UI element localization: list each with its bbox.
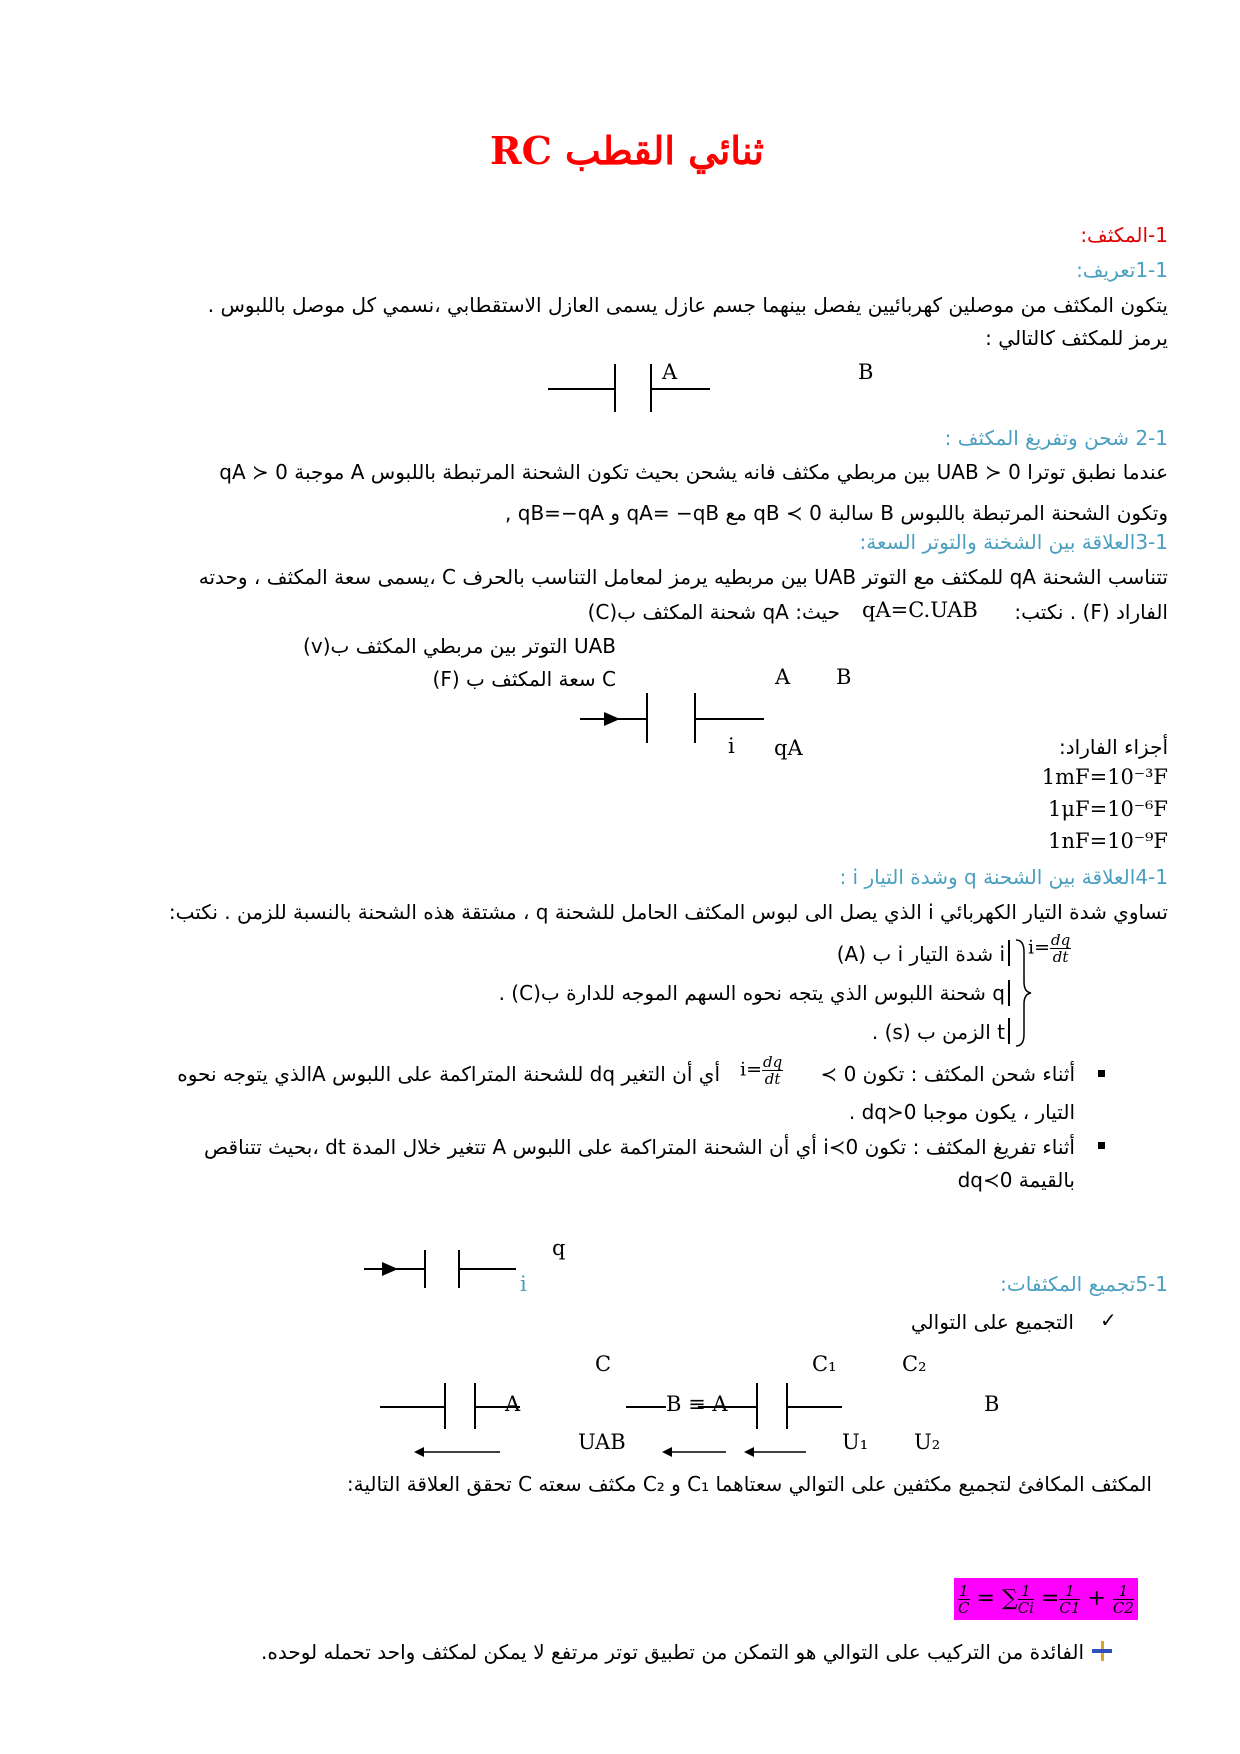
section-1-4-heading: 4-1العلاقة بين الشحنة q وشدة التيار i : (839, 865, 1168, 889)
charge-label: qA (774, 736, 803, 760)
section-1-2-heading: 2-1 شحن وتفريغ المكثف : (944, 426, 1168, 450)
capacitance-line-2b: حيث: qA شحنة المكثف ب(C) (587, 600, 840, 624)
unit-nf: 1nF=10⁻⁹F (1048, 829, 1168, 853)
current-label: i (728, 734, 735, 758)
voltage-arrow-u2-icon (744, 1446, 806, 1458)
section-1-3-heading: 3-1العلاقة بين الشخنة والتوتر السعة: (859, 530, 1168, 554)
bullet-square-1 (1098, 1070, 1105, 1077)
page-title: ثنائي القطب RC (490, 128, 765, 173)
farad-units-heading: أجزاء الفاراد: (1059, 735, 1168, 759)
uab-label: UAB (578, 1430, 626, 1454)
capacitance-line-1: تتناسب الشحنة qA للمكثف مع التوتر UAB بين مربطيه يرمز لمعامل التناسب بالحرف C ،يسمى سعة المكثف ، وحدته (198, 565, 1168, 589)
definition-line-2: يرمز للمكثف كالتالي : (985, 326, 1168, 350)
c2-label: C₂ (902, 1352, 927, 1376)
unit-uf: 1μF=10⁻⁶F (1048, 797, 1168, 821)
equiv-c-label: C (595, 1352, 612, 1376)
def-current: i شدة التيار i ب (A) (836, 942, 1005, 966)
current-definition-line: تساوي شدة التيار الكهربائي i الذي يصل الى لبوس المكثف الحامل للشحنة q ، مشتقة هذه الشحنة بالنسبة للزمن . نكتب: (168, 900, 1168, 924)
bullet-1-part-b: أي أن التغير dq للشحنة المتراكمة على اللبوس Aالذي يتوجه نحوه (177, 1062, 720, 1086)
note-pin-icon (1092, 1641, 1112, 1661)
plate-b-label-2: B (836, 665, 852, 689)
bullet-1-part-c: التيار ، يكون موجبا dq≻0 . (848, 1100, 1075, 1124)
voltage-arrow-uab-icon (414, 1446, 500, 1458)
plate-a-label-2: A (775, 665, 791, 689)
def-charge: q شحنة اللبوس الذي يتجه نحوه السهم الموجه للدارة ب(C) . (498, 981, 1005, 1005)
capacitance-definition: C سعة المكثف ب (F) (432, 667, 616, 691)
voltage-definition: UAB التوتر بين مربطي المكثف ب(v) (303, 634, 616, 658)
charging-line-2: وتكون الشحنة المرتبطة باللبوس B سالبة qB ≺ 0 مع qA= −qB و qB=−qA , (505, 501, 1168, 525)
definition-line-1: يتكون المكثف من موصلين كهربائيين يفصل بينهما جسم عازل يسمى العازل الاستقطابي ،نسمي كل موصل باللبوس . (207, 293, 1168, 317)
bullet-2-line-b: بالقيمة dq≺0 (957, 1168, 1075, 1192)
charging-line-1: عندما نطبق توترا UAB ≻ 0 بين مربطي مكثف فانه يشحن بحيث تكون الشحنة المرتبطة باللبوس A موجبة qA ≻ 0 (219, 460, 1168, 484)
definitions-brace (1010, 938, 1032, 1048)
series-b-label: B (984, 1392, 1000, 1416)
plate-b-label: B (858, 360, 874, 384)
bullet-square-2 (1098, 1142, 1105, 1149)
charge-formula: qA=C.UAB (862, 598, 978, 622)
unit-mf: 1mF=10⁻³F (1041, 765, 1168, 789)
series-capacitance-formula: $\frac{1}{C}$ = ∑ $\frac{1}{Ci}$ = $\frac{1}{C1}$ + $\frac{1}{C2}$ (954, 1578, 1138, 1620)
voltage-arrow-u1-icon (662, 1446, 726, 1458)
equiv-a-label: A (505, 1392, 521, 1416)
bullet-1-part-a: أثناء شحن المكثف : تكون 0 ≻ (820, 1062, 1075, 1086)
current-arrow-icon (604, 712, 620, 726)
check-icon: ✓ (1100, 1308, 1117, 1332)
capacitance-line-2a: الفاراد (F) . نكتب: (1014, 600, 1168, 624)
section-1-1-heading: 1-1تعريف: (1076, 258, 1168, 282)
junction-label: B ≡ A (666, 1392, 728, 1416)
section-1-5-heading: 5-1تجميع المكثفات: (1000, 1272, 1168, 1296)
current-equation: i= $\frac{dq}{dt}$ (1028, 931, 1071, 966)
u2-label: U₂ (914, 1430, 941, 1454)
section-1-heading: 1-المكثف: (1080, 223, 1168, 247)
current-label-i: i (520, 1272, 527, 1296)
series-heading: التجميع على التوالي (910, 1310, 1074, 1334)
bullet-1-derivative: i= $\frac{dq}{dt}$ (740, 1053, 783, 1088)
equivalent-text: المكثف المكافئ لتجميع مكثفين على التوالي سعتاهما C₁ و C₂ مكثف سعته C تحقق العلاقة التالية: (346, 1472, 1152, 1496)
current-arrow-icon (382, 1262, 398, 1276)
charge-label-q: q (552, 1236, 566, 1260)
def-time: t الزمن ب (s) . (871, 1020, 1005, 1044)
u1-label: U₁ (842, 1430, 869, 1454)
plate-a-label: A (662, 360, 678, 384)
bullet-2-line-a: أثناء تفريغ المكثف : تكون i≺0 أي أن الشحنة المتراكمة على اللبوس A تتغير خلال المدة dt ،بحيث تتناقص (204, 1135, 1075, 1159)
c1-label: C₁ (812, 1352, 837, 1376)
series-benefit-note: الفائدة من التركيب على التوالي هو التمكن من تطبيق توتر مرتفع لا يمكن لمكثف واحد تحمله لوحده. (261, 1640, 1084, 1664)
